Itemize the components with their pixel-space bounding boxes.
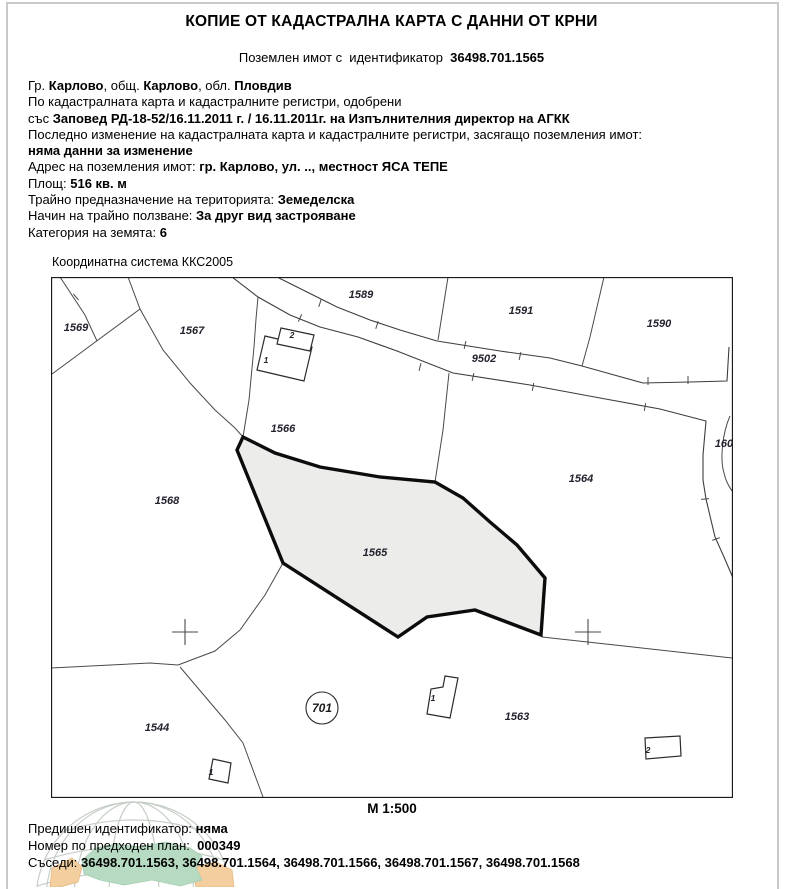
boundary-line (542, 637, 732, 658)
parcel-label-160: 160 (714, 438, 733, 450)
parcel-label-1589: 1589 (348, 289, 374, 301)
building-label-2: 2 (645, 745, 651, 755)
text-line: Начин на трайно ползване: За друг вид застрояване (28, 208, 356, 224)
text-line: Номер по предходен план: 000349 (28, 838, 241, 853)
boundary-line (178, 563, 283, 665)
text-line: Предишен идентификатор: няма (28, 821, 228, 836)
parcel-label-1569: 1569 (63, 322, 89, 334)
footer-info (28, 820, 580, 871)
boundary-line (435, 373, 449, 482)
text-line: Площ: 516 кв. м (28, 175, 127, 191)
cadastral-map (51, 277, 733, 798)
text-line: със Заповед РД-18-52/16.11.2011 г. / 16.11.2011г. на Изпълнителния директор на АГКК (28, 110, 570, 126)
text-line: Категория на земята: 6 (28, 224, 167, 240)
road-edge (277, 277, 729, 383)
parcel-label-1563: 1563 (504, 711, 530, 723)
property-info (28, 78, 642, 241)
building-label-1: 1 (430, 693, 436, 703)
boundary-line (128, 277, 243, 437)
building-outline (645, 736, 681, 759)
building-label-1: 1 (208, 767, 214, 777)
parcel-label-1566: 1566 (270, 423, 296, 435)
grid-cross (172, 619, 198, 645)
parcel-label-1564: 1564 (568, 473, 594, 485)
boundary-line (582, 277, 604, 366)
property-identifier-line (6, 50, 777, 65)
boundary-line (243, 297, 258, 437)
text-line: Трайно предназначение на територията: Земеделска (28, 192, 355, 208)
boundary-line (722, 416, 732, 491)
building-label-2: 2 (289, 330, 295, 340)
text-line: Последно изменение на кадастралната карта и кадастралните регистри, засягащо поземления имот: (28, 126, 643, 142)
document-title: КОПИЕ ОТ КАДАСТРАЛНА КАРТА С ДАННИ ОТ КРНИ (185, 13, 598, 30)
parcel-label-1565: 1565 (362, 547, 388, 559)
boundary-line (438, 277, 448, 340)
text-line: Адрес на поземления имот: гр. Карлово, ул. .., местност ЯСА ТЕПЕ (28, 159, 448, 175)
boundary-line (52, 309, 140, 374)
text-line: няма данни за изменение (28, 143, 193, 159)
region-number: 701 (311, 701, 333, 715)
parcel-1565-polygon (237, 437, 545, 637)
text-line: Съседи: 36498.701.1563, 36498.701.1564, 36498.701.1566, 36498.701.1567, 36498.701.1568 (28, 855, 580, 870)
parcel-label-1591: 1591 (508, 305, 534, 317)
building-label-1: 1 (263, 355, 269, 365)
boundary-line (51, 663, 178, 668)
identifier-value: 36498.701.1565 (450, 50, 545, 65)
text-line: Гр. Карлово, общ. Карлово, обл. Пловдив (28, 78, 292, 93)
parcel-label-1590: 1590 (646, 318, 672, 330)
parcel-label-1568: 1568 (154, 495, 180, 507)
parcel-label-1544: 1544 (144, 722, 170, 734)
region-number-marker (306, 692, 338, 724)
identifier-prefix: Поземлен имот с идентификатор (238, 50, 451, 65)
parcel-label-9502: 9502 (471, 353, 497, 365)
coordinate-system-label: Координатна система ККС2005 (52, 255, 234, 269)
text-line: По кадастралната карта и кадастралните регистри, одобрени (28, 94, 402, 110)
map-scale-label: М 1:500 (367, 801, 417, 816)
parcel-label-1567: 1567 (179, 325, 205, 337)
